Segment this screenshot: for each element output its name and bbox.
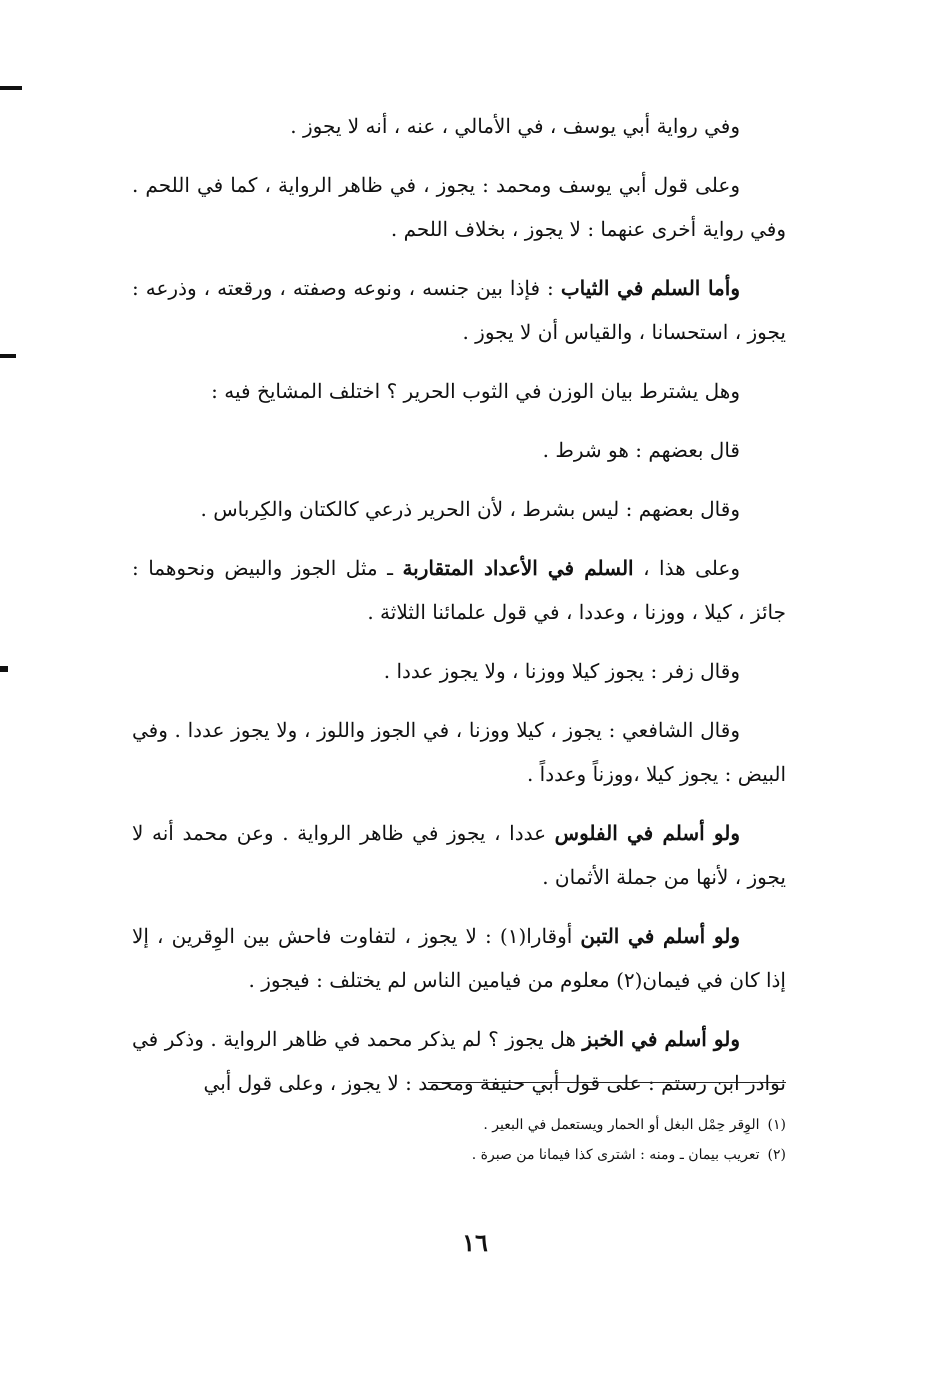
paragraph: وعلى قول أبي يوسف ومحمد : يجوز ، في ظاهر الرواية ، كما في اللحم . وفي رواية أخرى عنهما : لا يجوز ، بخلاف اللحم . [132,173,786,241]
footnote-text: تعريب بيمان ـ ومنه : اشترى كذا فيمانا من صبرة . [471,1147,760,1163]
paragraph: وعلى هذا ، السلم في الأعداد المتقاربة ـ مثل الجوز والبيض ونحوهما : جائز ، كيلا ، ووزنا ، وعددا ، في قول علمائنا الثلاثة . [132,556,786,624]
paragraph: ولو أسلم في الخبز هل يجوز ؟ لم يذكر محمد في ظاهر الرواية . وذكر في نوادر ابن رستم : على قول أبي حنيفة ومحمد : لا يجوز ، وعلى قول أبي [132,1027,786,1095]
main-text [132,104,786,1120]
paragraph: وقال زفر : يجوز كيلا ووزنا ، ولا يجوز عددا . [383,659,740,683]
paragraph: ولو أسلم في الفلوس عددا ، يجوز في ظاهر الرواية . وعن محمد أنه لا يجوز ، لأنها من جملة الأثمان . [132,821,786,889]
page-number: ١٦ [462,1228,488,1257]
paragraph: وفي رواية أبي يوسف ، في الأمالي ، عنه ، أنه لا يجوز . [290,114,740,138]
scan-edge-mark [0,666,8,672]
footnote-divider [428,1082,786,1083]
footnotes [300,1110,786,1170]
paragraph: وقال بعضهم : ليس بشرط ، لأن الحرير ذرعي كالكتان والكِرباس . [200,497,740,521]
paragraph: وقال الشافعي : يجوز ، كيلا ووزنا ، في الجوز واللوز ، ولا يجوز عددا . وفي البيض : يجوز كيلا ،ووزناً وعدداً . [132,718,786,786]
footnote-number: (٢) [767,1147,786,1163]
footnote [300,1140,786,1170]
paragraph: ولو أسلم في التبن أوقارا(١) : لا يجوز ، لتفاوت فاحش بين الوِقرين ، إلا إذا كان في فيمان(٢) معلوم من فيامين الناس لم يختلف : فيجوز . [132,924,786,992]
footnote-number: (١) [767,1117,786,1133]
paragraph: وهل يشترط بيان الوزن في الثوب الحرير ؟ اختلف المشايخ فيه : [211,379,740,403]
scan-edge-mark [0,86,22,90]
paragraph: وأما السلم في الثياب : فإذا بين جنسه ، ونوعه وصفته ، ورقعته ، وذرعه : يجوز ، استحسانا ، والقياس أن لا يجوز . [132,276,786,344]
footnote-text: الوِقر حِمْل البغل أو الحمار ويستعمل في البعير . [483,1117,760,1133]
scan-edge-mark [0,354,16,358]
footnote [300,1110,786,1140]
paragraph: قال بعضهم : هو شرط . [542,438,740,462]
